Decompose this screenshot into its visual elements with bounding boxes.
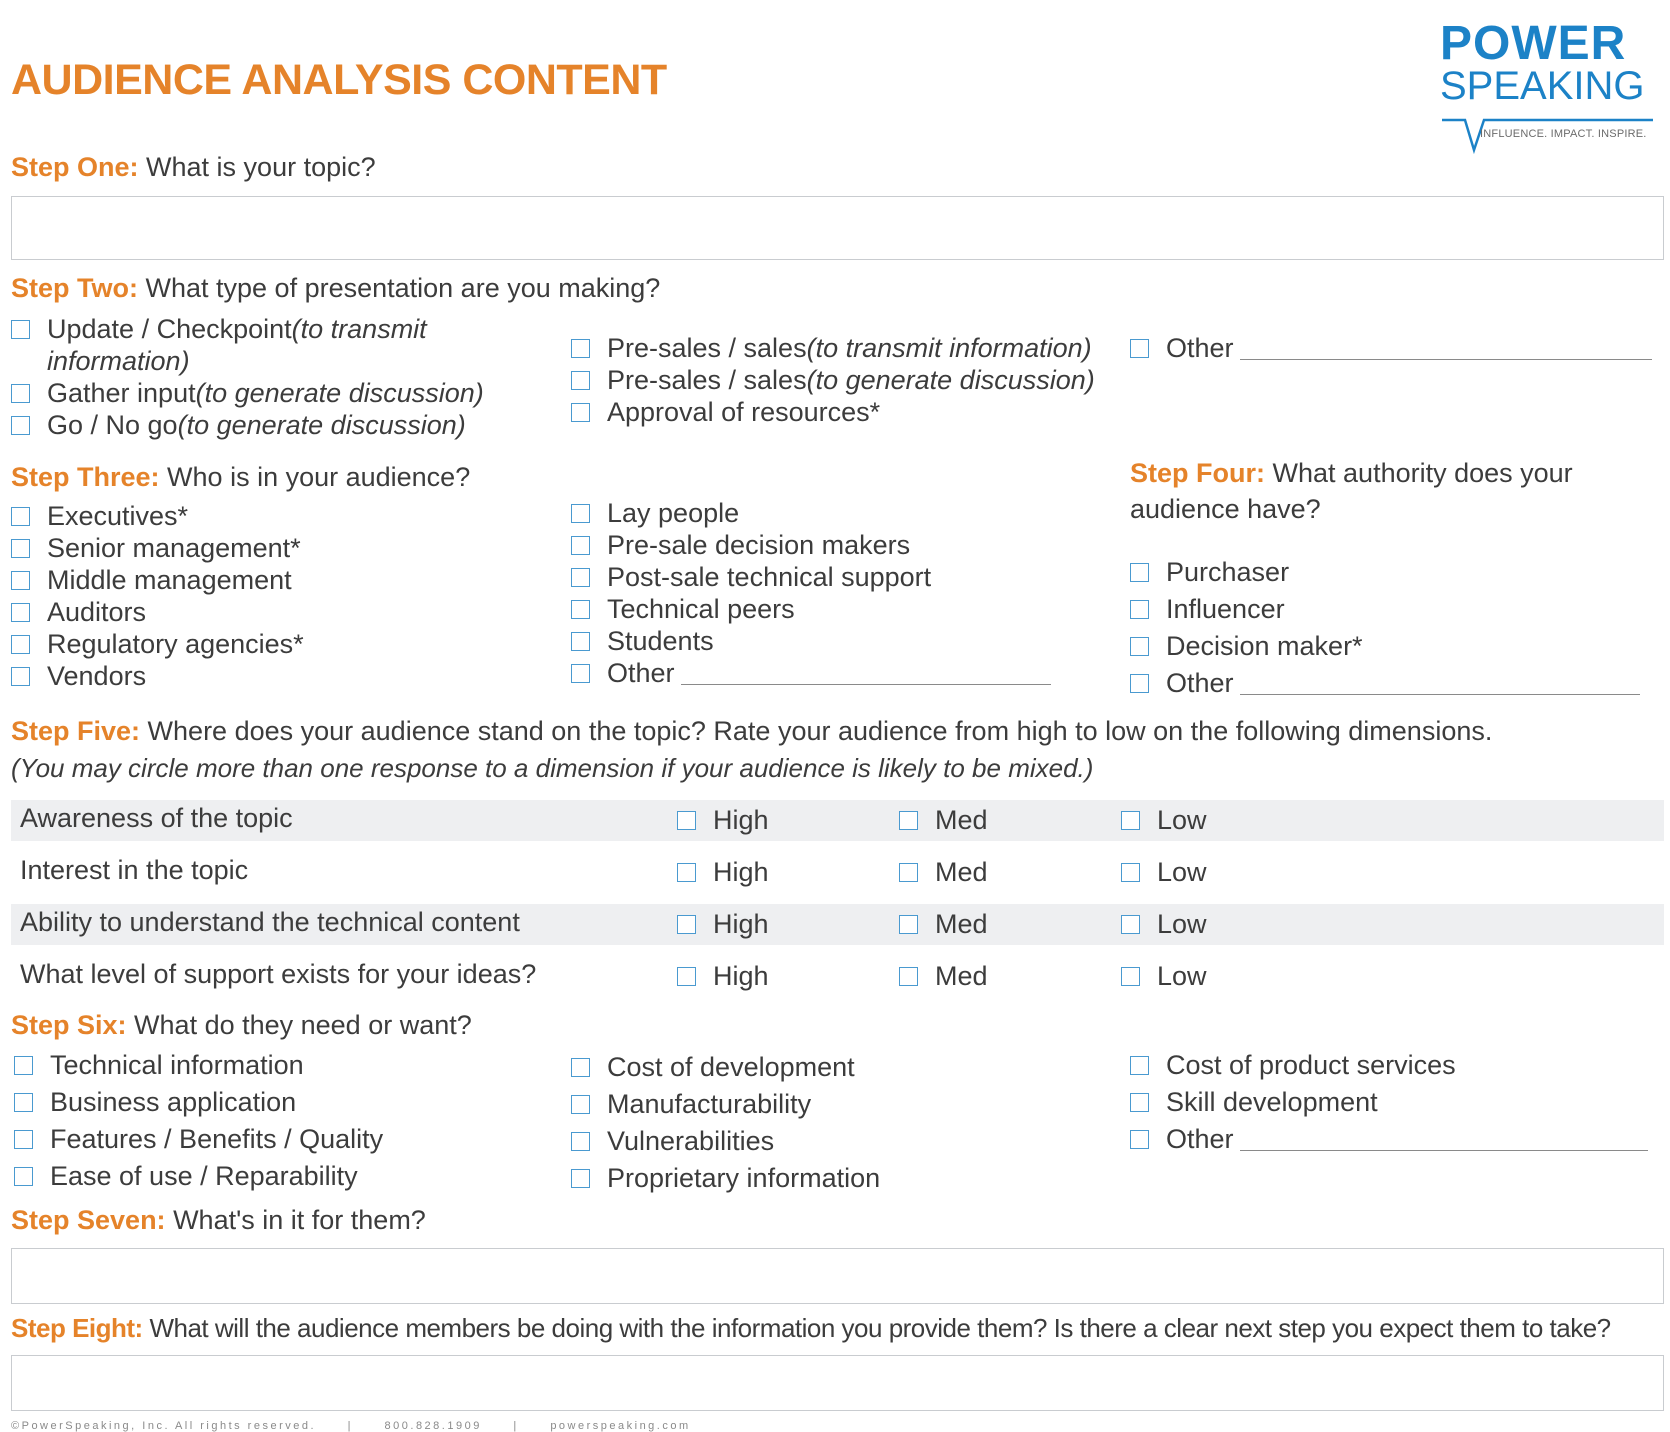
option-skill-development[interactable]: Skill development xyxy=(1130,1084,1648,1121)
option-proprietary-information[interactable]: Proprietary information xyxy=(571,1160,880,1197)
rating-med[interactable]: Med xyxy=(899,908,988,940)
checkbox[interactable] xyxy=(1130,600,1149,619)
option-middle-management[interactable]: Middle management xyxy=(11,564,304,596)
checkbox[interactable] xyxy=(1121,967,1140,986)
checkbox[interactable] xyxy=(899,915,918,934)
rating-high[interactable]: High xyxy=(677,960,769,992)
checkbox[interactable] xyxy=(571,664,590,683)
step-two-col1 xyxy=(11,313,484,441)
checkbox[interactable] xyxy=(571,1169,590,1188)
footer-separator: | xyxy=(513,1420,519,1432)
step-six-col1 xyxy=(14,1047,383,1195)
step-six-heading xyxy=(11,1010,472,1041)
checkbox[interactable] xyxy=(14,1056,33,1075)
option-presale-decision-makers[interactable]: Pre-sale decision makers xyxy=(571,529,1051,561)
option-decision-maker[interactable]: Decision maker* xyxy=(1130,628,1640,665)
rating-row-support xyxy=(11,956,1664,997)
step-four-question-line2: audience have? xyxy=(1130,494,1321,524)
step-four-options xyxy=(1130,554,1640,702)
checkbox[interactable] xyxy=(1130,1093,1149,1112)
rating-low[interactable]: Low xyxy=(1121,856,1207,888)
rating-med[interactable]: Med xyxy=(899,804,988,836)
step-one-heading xyxy=(11,152,376,183)
option-cost-of-development[interactable]: Cost of development xyxy=(571,1049,880,1086)
logo-word-power: POWER xyxy=(1440,17,1627,70)
rating-row-label: Awareness of the topic xyxy=(20,803,293,833)
step-seven-question: What's in it for them? xyxy=(173,1205,426,1235)
step-five-note: (You may circle more than one response to a dimension if your audience is likely to be mixed.) xyxy=(11,753,1094,783)
step-six-col3 xyxy=(1130,1047,1648,1158)
checkbox[interactable] xyxy=(571,371,590,390)
option-vendors[interactable]: Vendors xyxy=(11,660,304,692)
checkbox[interactable] xyxy=(14,1093,33,1112)
checkbox[interactable] xyxy=(11,507,30,526)
option-students[interactable]: Students xyxy=(571,625,1051,657)
step-three-col2 xyxy=(571,497,1051,689)
rating-high[interactable]: High xyxy=(677,856,769,888)
option-manufacturability[interactable]: Manufacturability xyxy=(571,1086,880,1123)
rating-row-interest xyxy=(11,852,1664,893)
checkbox[interactable] xyxy=(899,863,918,882)
step-eight-question: What will the audience members be doing with the information you provide them? Is there a clear next step you expect them to take? xyxy=(149,1313,1611,1343)
option-regulatory-agencies[interactable]: Regulatory agencies* xyxy=(11,628,304,660)
step-four-label: Step Four: xyxy=(1130,458,1265,488)
checkbox[interactable] xyxy=(571,568,590,587)
checkbox[interactable] xyxy=(571,339,590,358)
step-two-col2 xyxy=(571,332,1095,428)
checkbox[interactable] xyxy=(571,1058,590,1077)
step-two-col3 xyxy=(1130,332,1652,364)
checkbox[interactable] xyxy=(1121,811,1140,830)
checkbox[interactable] xyxy=(11,416,30,435)
option-other[interactable]: Other xyxy=(1130,332,1652,364)
option-presales-discussion[interactable]: Pre-sales / sales (to generate discussion) xyxy=(571,364,1095,396)
checkbox[interactable] xyxy=(571,600,590,619)
checkbox[interactable] xyxy=(571,536,590,555)
step-one-label: Step One: xyxy=(11,152,139,182)
checkbox[interactable] xyxy=(1121,915,1140,934)
option-senior-management[interactable]: Senior management* xyxy=(11,532,304,564)
other-blank-line[interactable] xyxy=(1240,1128,1648,1151)
checkbox[interactable] xyxy=(1121,863,1140,882)
step-eight-heading xyxy=(11,1313,1611,1344)
footer-phone: 800.828.1909 xyxy=(384,1420,482,1432)
footer-separator: | xyxy=(347,1420,353,1432)
rating-med[interactable]: Med xyxy=(899,960,988,992)
page-title: AUDIENCE ANALYSIS CONTENT xyxy=(11,56,667,104)
option-approval-resources[interactable]: Approval of resources* xyxy=(571,396,1095,428)
checkbox[interactable] xyxy=(1130,563,1149,582)
checkbox[interactable] xyxy=(11,571,30,590)
checkbox[interactable] xyxy=(677,811,696,830)
option-go-no-go[interactable]: Go / No go (to generate discussion) xyxy=(11,409,484,441)
checkbox[interactable] xyxy=(11,384,30,403)
rating-low[interactable]: Low xyxy=(1121,960,1207,992)
step-seven-heading xyxy=(11,1205,426,1236)
checkbox[interactable] xyxy=(11,320,30,339)
rating-high[interactable]: High xyxy=(677,804,769,836)
step-eight-label: Step Eight: xyxy=(11,1313,143,1343)
checkbox[interactable] xyxy=(14,1130,33,1149)
option-influencer[interactable]: Influencer xyxy=(1130,591,1640,628)
option-other[interactable]: Other xyxy=(571,657,1051,689)
option-cost-of-product-services[interactable]: Cost of product services xyxy=(1130,1047,1648,1084)
power-speaking-logo xyxy=(1440,17,1655,145)
rating-high[interactable]: High xyxy=(677,908,769,940)
option-executives[interactable]: Executives* xyxy=(11,500,304,532)
step-two-label: Step Two: xyxy=(11,273,138,303)
checkbox[interactable] xyxy=(899,967,918,986)
checkbox[interactable] xyxy=(11,603,30,622)
checkbox[interactable] xyxy=(571,504,590,523)
other-blank-line[interactable] xyxy=(681,662,1051,685)
checkbox[interactable] xyxy=(1130,637,1149,656)
checkbox[interactable] xyxy=(677,863,696,882)
step-six-label: Step Six: xyxy=(11,1010,127,1040)
checkbox[interactable] xyxy=(677,967,696,986)
option-technical-peers[interactable]: Technical peers xyxy=(571,593,1051,625)
rating-row-label: What level of support exists for your ideas? xyxy=(20,959,537,989)
rating-low[interactable]: Low xyxy=(1121,908,1207,940)
checkbox[interactable] xyxy=(11,635,30,654)
checkbox[interactable] xyxy=(14,1167,33,1186)
rating-med[interactable]: Med xyxy=(899,856,988,888)
option-vulnerabilities[interactable]: Vulnerabilities xyxy=(571,1123,880,1160)
rating-row-label: Interest in the topic xyxy=(20,855,249,885)
option-technical-information[interactable]: Technical information xyxy=(14,1047,383,1084)
logo-tagline: INFLUENCE. IMPACT. INSPIRE. xyxy=(1480,128,1647,140)
footer xyxy=(11,1420,691,1432)
checkbox[interactable] xyxy=(1130,339,1149,358)
option-other[interactable]: Other xyxy=(1130,665,1640,702)
step-seven-label: Step Seven: xyxy=(11,1205,166,1235)
step-six-col2 xyxy=(571,1049,880,1197)
step-four-question: What authority does your xyxy=(1272,458,1573,488)
topic-input[interactable] xyxy=(11,196,1664,260)
checkbox[interactable] xyxy=(677,915,696,934)
checkbox[interactable] xyxy=(571,1095,590,1114)
logo-word-speaking: SPEAKING xyxy=(1440,64,1645,108)
option-update-checkpoint[interactable]: Update / Checkpoint (to transmit xyxy=(11,313,484,345)
step-four-heading xyxy=(1130,458,1573,489)
checkbox[interactable] xyxy=(1130,674,1149,693)
step-five-label: Step Five: xyxy=(11,716,141,746)
checkbox[interactable] xyxy=(11,539,30,558)
wiifm-input[interactable] xyxy=(11,1248,1664,1304)
step-three-question: Who is in your audience? xyxy=(167,462,471,492)
option-auditors[interactable]: Auditors xyxy=(11,596,304,628)
checkbox[interactable] xyxy=(1130,1056,1149,1075)
other-blank-line[interactable] xyxy=(1240,337,1652,360)
checkbox[interactable] xyxy=(571,403,590,422)
step-five-question: Where does your audience stand on the topic? Rate your audience from high to low on the following dimensions. xyxy=(147,716,1493,746)
footer-copyright: ©PowerSpeaking, Inc. All rights reserved. xyxy=(11,1420,317,1432)
step-five-heading xyxy=(11,716,1492,747)
footer-website: powerspeaking.com xyxy=(550,1420,691,1432)
option-lay-people[interactable]: Lay people xyxy=(571,497,1051,529)
option-postsale-technical-support[interactable]: Post-sale technical support xyxy=(571,561,1051,593)
rating-row-awareness xyxy=(11,800,1664,841)
rating-row-label: Ability to understand the technical content xyxy=(20,907,520,937)
option-business-application[interactable]: Business application xyxy=(14,1084,383,1121)
step-two-heading xyxy=(11,273,660,304)
step-three-col1 xyxy=(11,500,304,692)
rating-low[interactable]: Low xyxy=(1121,804,1207,836)
other-blank-line[interactable] xyxy=(1240,672,1640,695)
checkbox[interactable] xyxy=(11,667,30,686)
option-presales-transmit[interactable]: Pre-sales / sales (to transmit information) xyxy=(571,332,1095,364)
option-features-benefits-quality[interactable]: Features / Benefits / Quality xyxy=(14,1121,383,1158)
checkbox[interactable] xyxy=(571,1132,590,1151)
checkbox[interactable] xyxy=(899,811,918,830)
option-ease-of-use[interactable]: Ease of use / Reparability xyxy=(14,1158,383,1195)
checkbox[interactable] xyxy=(571,632,590,651)
rating-row-ability xyxy=(11,904,1664,945)
checkbox[interactable] xyxy=(1130,1130,1149,1149)
option-gather-input[interactable]: Gather input (to generate discussion) xyxy=(11,377,484,409)
step-three-heading xyxy=(11,462,470,493)
option-other[interactable]: Other xyxy=(1130,1121,1648,1158)
step-three-label: Step Three: xyxy=(11,462,160,492)
option-update-checkpoint-note-cont: information) xyxy=(47,345,190,376)
step-two-question: What type of presentation are you making? xyxy=(145,273,661,303)
next-step-input[interactable] xyxy=(11,1355,1664,1411)
step-one-question: What is your topic? xyxy=(146,152,376,182)
option-purchaser[interactable]: Purchaser xyxy=(1130,554,1640,591)
step-six-question: What do they need or want? xyxy=(134,1010,472,1040)
